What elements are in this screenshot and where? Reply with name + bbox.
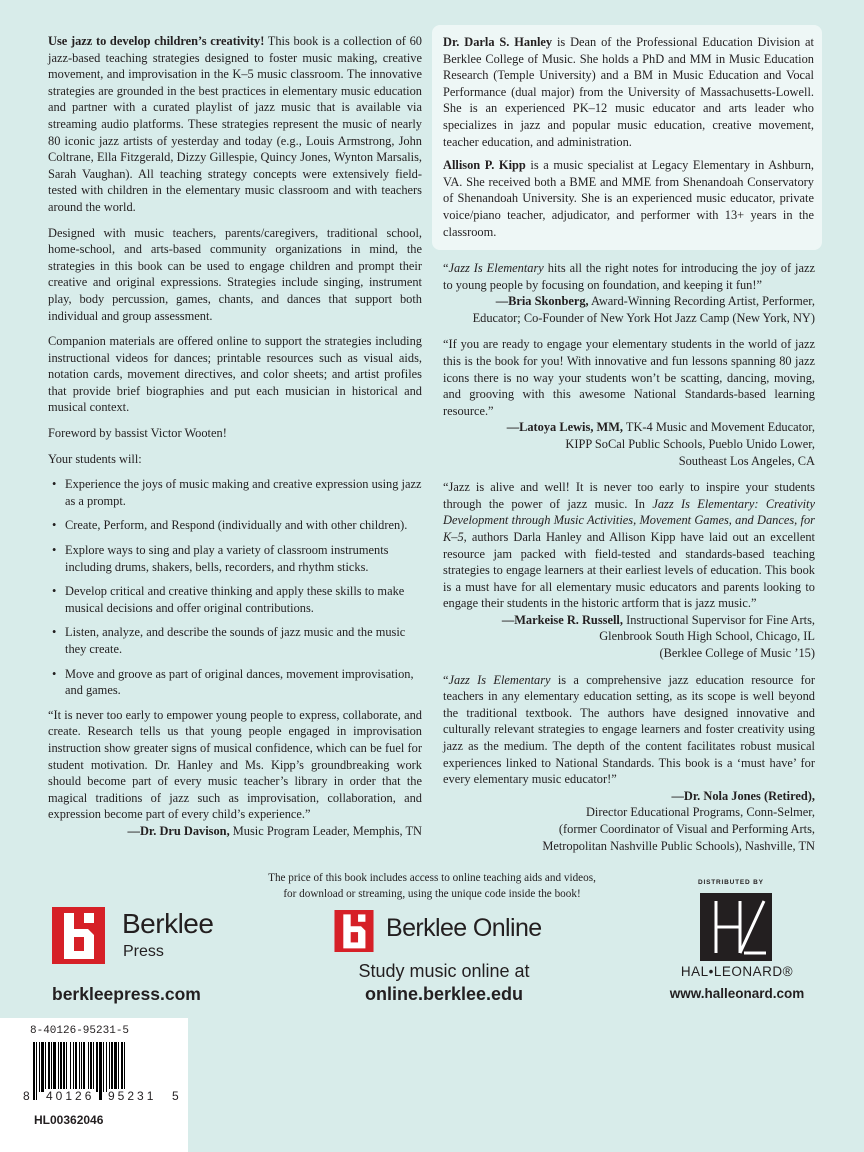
endorsement-location: Metropolitan Nashville Public Schools), Nashville, TN — [542, 838, 815, 853]
quote-body: , authors Darla Hanley and Allison Kipp have laid out an excellent resource jam packed with field-tested and standards-based teaching strategies to engage learners at their earliest levels of education. This book is a must have for all elementary music educators and parents looking to engage their students in the historic artform that is jazz music.” — [443, 529, 815, 611]
intro-paragraph — [48, 33, 422, 216]
berklee-online-tagline — [334, 960, 554, 1006]
barcode-digit: 40126 — [46, 1089, 95, 1103]
endorsement-attribution — [443, 419, 815, 436]
barcode-bar — [66, 1042, 67, 1092]
author-title: TK-4 Music and Movement Educator, — [623, 420, 815, 435]
endorsement-text — [443, 479, 815, 612]
endorsement-attribution — [443, 612, 815, 629]
barcode-bar — [99, 1042, 102, 1100]
berklee-press-sub: Press — [123, 943, 164, 960]
barcode-top-number: 8-40126-95231-5 — [30, 1025, 130, 1037]
barcode-bar — [58, 1042, 59, 1092]
product-code: HL00362046 — [34, 1113, 104, 1127]
author-name: —Markeise R. Russell, — [501, 612, 623, 627]
book-title: Jazz Is Elementary: Creativity Development through Music Activities, Movement Games, and Dances, for K–5 — [443, 496, 815, 544]
barcode-bar — [70, 1042, 71, 1092]
endorsement-affiliation: Educator; Co-Founder of New York Hot Jazz Camp (New York, NY) — [472, 310, 815, 325]
hal-leonard-mark-icon — [700, 893, 772, 961]
endorsement-location: Southeast Los Angeles, CA — [678, 453, 815, 468]
endorsement-lewis — [443, 336, 815, 469]
barcode-bar — [106, 1042, 107, 1092]
barcode-bar — [103, 1042, 104, 1092]
quote-body: is a comprehensive jazz education resource for teachers in any elementary education setting, as its scope is well beyond the traditional textbook. The authors have designed innovative and culturally relevant strategies to engage learners and foster creativity using jazz as the medium. The depth of the content facilitates robust musical experiences linked to National Standards. This book is a ‘must have’ for every elementary music educator!” — [443, 672, 815, 787]
barcode-bar — [114, 1042, 117, 1092]
endorsement-text — [443, 672, 815, 788]
author-name: —Dr. Nola Jones (Retired), — [671, 788, 815, 803]
berklee-online-tag-text: Study music online at — [358, 961, 530, 981]
barcode-bar — [93, 1042, 94, 1092]
endorsement-location: (Berklee College of Music ’15) — [659, 646, 815, 661]
barcode-bar — [75, 1042, 77, 1092]
davison-title: Music Program Leader, Memphis, TN — [229, 823, 422, 838]
barcode-bar — [51, 1042, 52, 1092]
berklee-press-logo — [52, 907, 282, 1007]
berklee-online-url[interactable]: online.berklee.edu — [364, 984, 524, 1004]
barcode-bar — [63, 1042, 65, 1092]
author-bio-box — [432, 25, 822, 250]
author-name: —Bria Skonberg, — [495, 294, 589, 309]
barcode-bar — [41, 1042, 44, 1092]
barcode-panel — [0, 1018, 188, 1152]
intro-lead: Use jazz to develop children’s creativity! — [48, 34, 265, 48]
berklee-online-name: Berklee Online — [386, 914, 542, 942]
author-name: —Latoya Lewis, MM, — [506, 420, 624, 435]
foreword-line: Foreword by bassist Victor Wooten! — [48, 426, 227, 441]
endorsement-affiliation: (former Coordinator of Visual and Performing Arts, — [558, 822, 815, 836]
quote-mark: “ — [443, 672, 449, 687]
endorsement-russell — [443, 479, 815, 662]
barcode-bar — [83, 1042, 85, 1092]
left-column — [48, 33, 422, 840]
list-item: • Develop critical and creative thinking and apply these skills to make musical decisions and offer original contributions. — [48, 583, 422, 616]
barcode-bar — [96, 1042, 98, 1092]
endorsement-attribution — [443, 788, 815, 805]
barcode-bar — [118, 1042, 119, 1092]
barcode-digit: 95231 — [108, 1089, 157, 1103]
list-item: • Experience the joys of music making and creative expression using jazz as a prompt. — [48, 476, 422, 509]
barcode-bar — [73, 1042, 74, 1092]
bio-text: is a music specialist at Legacy Elementary in Ashburn, VA. She received both a BME and MME from Shenandoah Conservatory of Shenandoah University. She is an experienced music educator, private voice/piano teacher, adjudicator, and performer with 13+ years in the classroom. — [443, 158, 814, 239]
barcode-bar — [79, 1042, 80, 1092]
barcode-bar — [111, 1042, 113, 1092]
student-outcomes-list — [48, 476, 422, 699]
davison-name: —Dr. Dru Davison, — [127, 823, 230, 838]
companion-paragraph: Companion materials are offered online to support the strategies including instructional videos for dances; printable resources such as visual aids, notation cards, movement directives, and color sheets; and artist profiles that provide brief biographies and put each musician in historical and musical context. — [48, 334, 422, 415]
endorsement-skonberg — [443, 260, 815, 326]
bio-hanley — [443, 34, 814, 150]
hal-leonard-logo — [652, 878, 822, 1008]
right-column-endorsements — [443, 260, 815, 864]
quote-body: “Jazz is alive and well! It is never too early to inspire your students through the power of jazz music. In — [443, 480, 815, 511]
author-title: Instructional Supervisor for Fine Arts, — [622, 612, 815, 627]
quote-mark: “ — [443, 261, 449, 275]
endorsement-text — [443, 260, 815, 293]
audience-paragraph: Designed with music teachers, parents/caregivers, traditional school, home-school, and arts-based community organizations in mind, the strategies in this book can be used to engage children and prompt their creative and original expressions. Strategies include singing, instrument play, body percussion, games, chants, and dances that support both individual and group assessment. — [48, 225, 422, 323]
barcode-bar — [121, 1042, 123, 1092]
list-item: • Listen, analyze, and describe the sounds of jazz music and the music they create. — [48, 624, 422, 657]
bio-kipp — [443, 157, 814, 240]
endorsement-text: “If you are ready to engage your elementary students in the world of jazz this is the book for you! With innovative and fun lessons spanning 80 jazz icons there is no way your students won’t be scatting, dancing, moving, and grooving with this awesome National Standards-based learning resource.” — [443, 337, 815, 418]
bio-text: is Dean of the Professional Education Division at Berklee College of Music. She holds a PhD and MM in Music Education Research (Temple University) and a BM in Music Education and Vocal Performance (dual major) from the University of Massachusetts-Lowell. She is an experienced PK–12 music educator and arts leader who specializes in jazz and popular music education, creative movement, teacher education, and administration. — [443, 35, 814, 149]
barcode-digit: 8 — [23, 1089, 30, 1103]
quote-body: hits all the right notes for introducing the joy of jazz to young people by focusing on foundation, and keeping it fun!” — [443, 261, 815, 292]
list-item: • Explore ways to sing and play a variety of classroom instruments including drums, shakers, bells, recorders, and rhythm sticks. — [48, 542, 422, 575]
berklee-online-logo — [334, 910, 584, 1010]
berklee-mark-icon — [52, 907, 105, 964]
price-note-line: for download or streaming, using the unique code inside the book! — [283, 888, 581, 900]
barcode-bar — [88, 1042, 89, 1092]
barcode-digit: 5 — [172, 1089, 179, 1103]
endorsement-affiliation: KIPP SoCal Public Schools, Pueblo Unido Lower, — [565, 436, 815, 451]
distributed-by-label: DISTRIBUTED BY — [698, 879, 764, 886]
barcode-bar — [109, 1042, 110, 1092]
endorsement-jones — [443, 672, 815, 855]
author-title: Director Educational Programs, Conn-Selmer, — [585, 805, 815, 820]
hal-leonard-url[interactable]: www.halleonard.com — [669, 986, 805, 1001]
barcode-bar — [90, 1042, 92, 1092]
endorsement-affiliation: Glenbrook South High School, Chicago, IL — [599, 629, 815, 644]
list-item: • Move and groove as part of original dances, movement improvisation, and games. — [48, 666, 422, 699]
price-note — [232, 870, 632, 902]
berklee-press-url[interactable]: berkleepress.com — [52, 984, 201, 1004]
barcode-bar — [48, 1042, 50, 1092]
berklee-mark-icon — [334, 910, 374, 952]
students-lead: Your students will: — [48, 451, 142, 466]
barcode-bar — [81, 1042, 82, 1092]
list-item: • Create, Perform, and Respond (individually and with other children). — [48, 517, 422, 534]
barcode-bar — [36, 1042, 37, 1100]
davison-attribution — [48, 823, 422, 840]
berklee-press-name: Berklee — [122, 908, 214, 939]
barcode-bar — [45, 1042, 46, 1092]
book-title: Jazz Is Elementary — [448, 672, 551, 687]
endorsement-attribution — [443, 293, 815, 310]
barcode-bar — [53, 1042, 56, 1092]
author-title: Award-Winning Recording Artist, Performer, — [588, 294, 815, 309]
intro-text: This book is a collection of 60 jazz-based teaching strategies designed to foster music making, creative movement, and improvisation in the K–5 music classroom. The innovative strategies are grounded in the best practices in elementary music education and partner with a curated playlist of jazz music that is available via streaming audio platforms. These strategies represent the music of nearly 80 iconic jazz artists of yesterday and today (e.g., Louis Armstrong, John Coltrane, Ella Fitzgerald, Dizzy Gillespie, Quincy Jones, Wynton Marsalis, Sarah Vaughan). All teaching strategy concepts were extensively field-tested with children in the elementary music classroom and with teachers around the world. — [48, 34, 422, 214]
davison-quote: “It is never too early to empower young people to express, collaborate, and create. Research tells us that young people engaged in improvisation instruction show greater signs of musical confidence, which can be fuel for student motivation. Dr. Hanley and Ms. Kipp’s groundbreaking work should become part of every music teacher’s library in order that the magical traditions of jazz such as improvisation, collaboration, and expression become part of every child’s experience.” — [48, 707, 422, 822]
book-title: Jazz Is Elementary — [448, 261, 544, 275]
bio-name: Allison P. Kipp — [443, 158, 526, 173]
barcode-bar — [39, 1042, 40, 1092]
barcode-bar — [33, 1042, 35, 1100]
bio-name: Dr. Darla S. Hanley — [443, 35, 553, 49]
barcode-bar — [124, 1042, 125, 1092]
price-note-line: The price of this book includes access to online teaching aids and videos, — [268, 872, 596, 884]
barcode-bar — [60, 1042, 62, 1092]
hal-leonard-name: HAL•LEONARD® — [680, 964, 794, 979]
